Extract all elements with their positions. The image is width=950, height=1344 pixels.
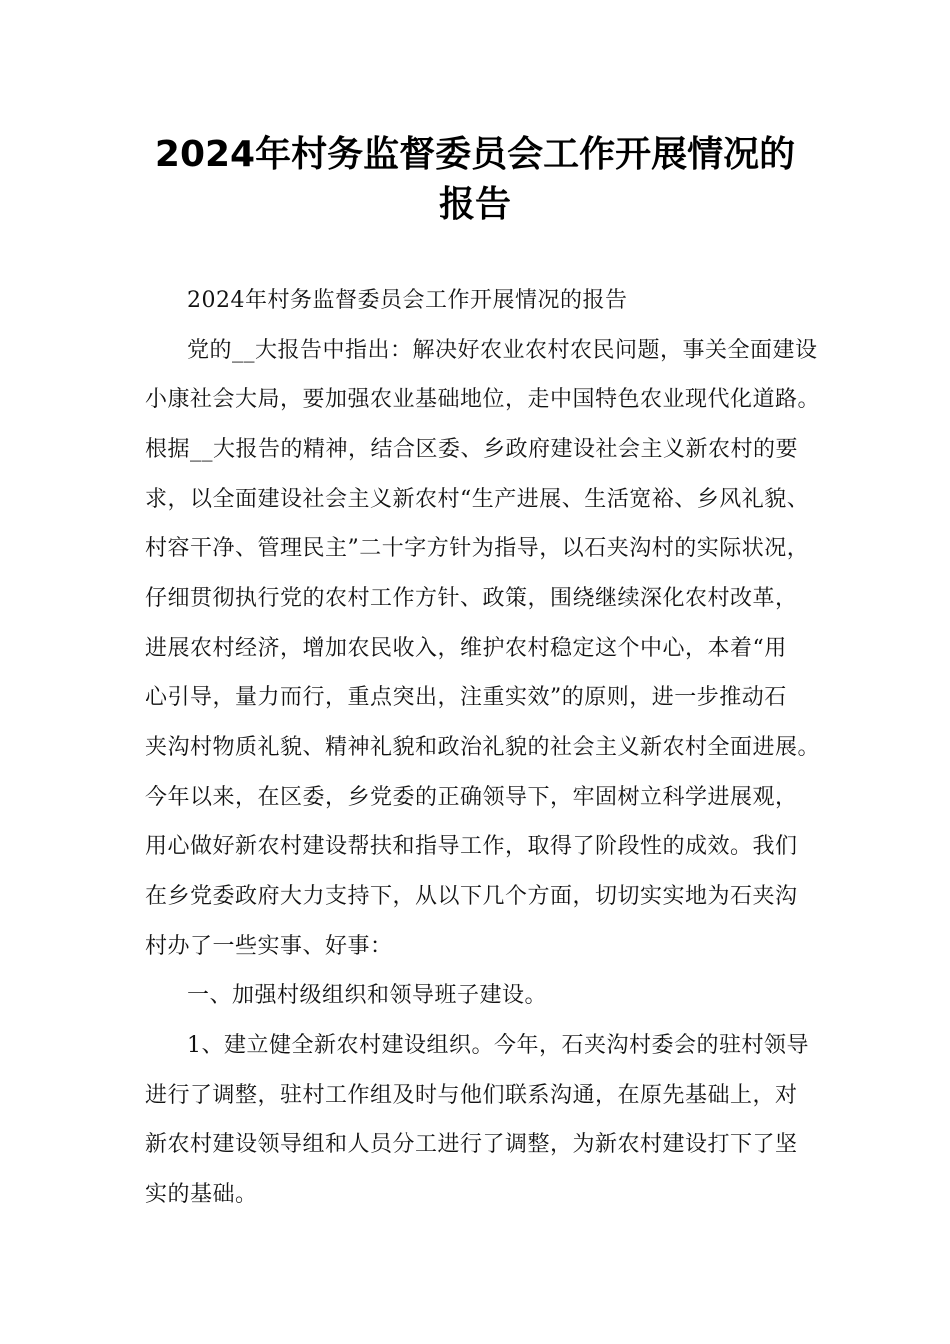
- body-line: 心引导，量力而行，重点突出，注重实效”的原则，进一步推动石: [145, 685, 787, 710]
- body-line: 实的基础。: [145, 1182, 258, 1207]
- document-title-line-2: 报告: [438, 184, 511, 225]
- body-line: 新农村建设领导组和人员分工进行了调整，为新农村建设打下了坚: [145, 1132, 798, 1157]
- body-line: 今年以来，在区委，乡党委的正确领导下，牢固树立科学进展观，: [145, 785, 798, 810]
- body-line: 进展农村经济，增加农民收入，维护农村稳定这个中心，本着“用: [145, 636, 787, 661]
- body-line: 进行了调整，驻村工作组及时与他们联系沟通，在原先基础上，对: [145, 1083, 798, 1108]
- body-line: 根据__大报告的精神，结合区委、乡政府建设社会主义新农村的要: [145, 437, 799, 462]
- section-heading: 一、加强村级组织和领导班子建设。: [187, 983, 548, 1008]
- body-line: 党的__大报告中指出：解决好农业农村农民问题，事关全面建设: [187, 338, 818, 363]
- body-line: 村办了一些实事、好事：: [145, 934, 393, 959]
- body-line: 用心做好新农村建设帮扶和指导工作，取得了阶段性的成效。我们: [145, 834, 798, 859]
- subtitle-line: 2024年村务监督委员会工作开展情况的报告: [187, 288, 628, 313]
- body-line: 小康社会大局，要加强农业基础地位，走中国特色农业现代化道路。: [145, 387, 821, 412]
- body-line: 求，以全面建设社会主义新农村“生产进展、生活宽裕、乡风礼貌、: [145, 487, 810, 512]
- body-line: 夹沟村物质礼貌、精神礼貌和政治礼貌的社会主义新农村全面进展。: [145, 735, 821, 760]
- document-title-line-1: 2024年村务监督委员会工作开展情况的: [154, 134, 796, 175]
- body-line: 1、建立健全新农村建设组织。今年，石夹沟村委会的驻村领导: [187, 1033, 809, 1058]
- body-line: 村容干净、管理民主”二十字方针为指导，以石夹沟村的实际状况，: [145, 536, 810, 561]
- body-line: 在乡党委政府大力支持下，从以下几个方面，切切实实地为石夹沟: [145, 884, 798, 909]
- body-line: 仔细贯彻执行党的农村工作方针、政策，围绕继续深化农村改革，: [145, 586, 798, 611]
